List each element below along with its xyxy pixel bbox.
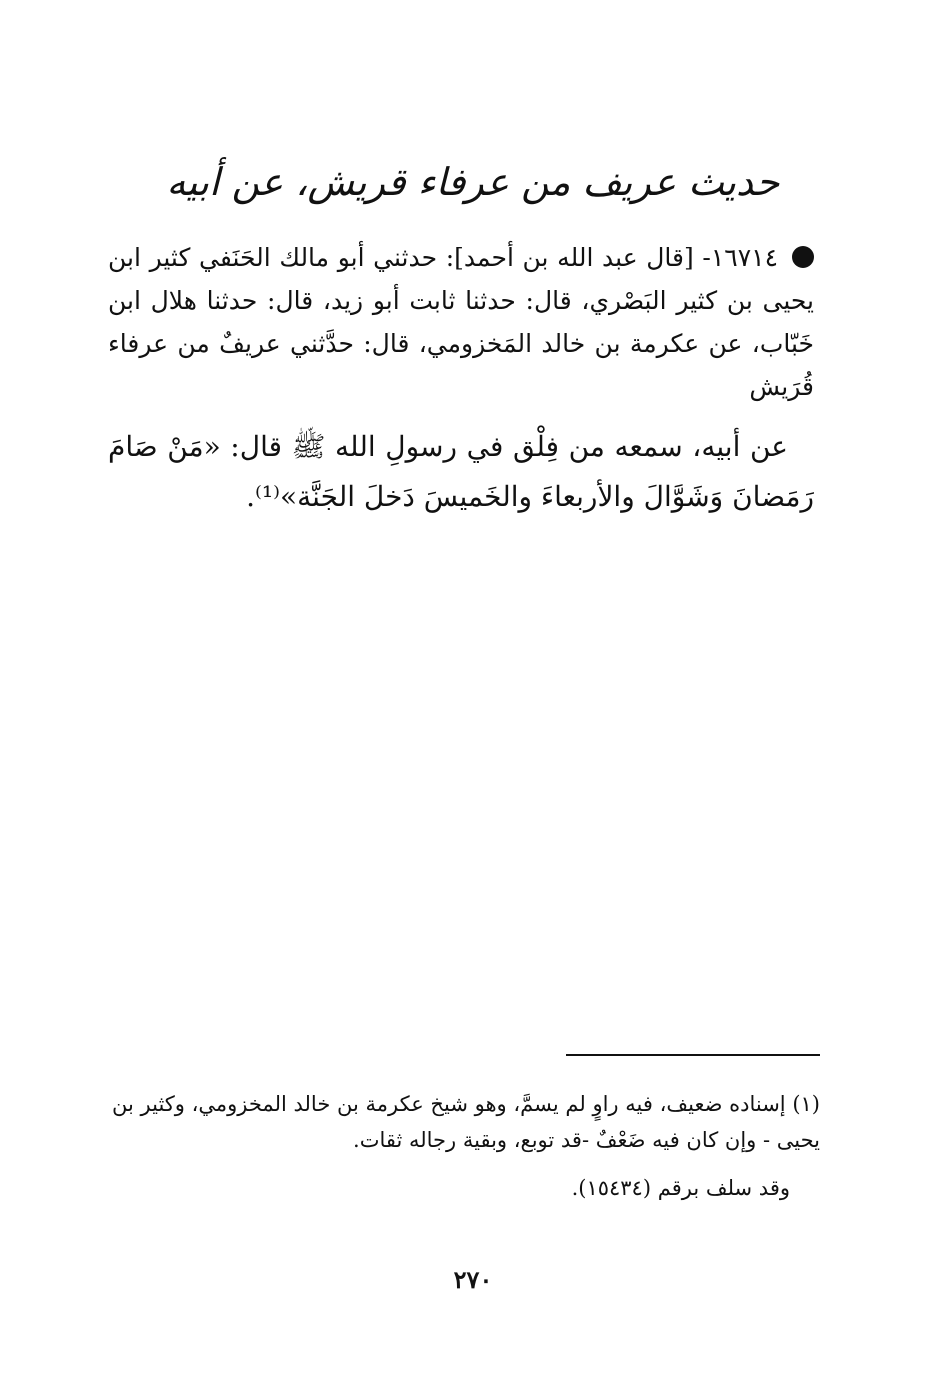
page-number: ٢٧٠ <box>453 1265 493 1294</box>
chapter-title: حديث عريف من عرفاء قريش، عن أبيه <box>166 160 780 204</box>
bullet-icon <box>792 246 814 268</box>
hadith-matn: عن أبيه، سمعه من فِلْق في رسولِ الله ﷺ قال: «مَنْ صَامَ رَمَضانَ وَشَوَّالَ والأربعاءَ والخَميسَ دَخلَ الجَنَّة»⁽¹⁾. <box>108 430 814 513</box>
footnote-separator <box>566 1054 820 1056</box>
footnotes <box>112 1086 820 1206</box>
footnote-1: (١) إسناده ضعيف، فيه راوٍ لم يسمَّ، وهو شيخ عكرمة بن خالد المخزومي، وكثير بن يحيى - وإن كان فيه ضَعْفٌ -قد توبع، وبقية رجاله ثقات. <box>112 1092 820 1152</box>
hadith-isnad-paragraph <box>108 236 814 408</box>
hadith-block <box>108 236 814 522</box>
footnote-cross-reference: وقد سلف برقم (١٥٤٣٤). <box>571 1176 790 1200</box>
hadith-isnad: ١٦٧١٤- [قال عبد الله بن أحمد]: حدثني أبو مالك الحَنَفي كثير ابن يحيى بن كثير البَصْري، قال: حدثنا ثابت أبو زيد، قال: حدثنا هلال ابن خَبّاب، عن عكرمة بن خالد المَخزومي، قال: حدَّثني عريفٌ من عرفاء قُرَيش <box>108 243 814 401</box>
